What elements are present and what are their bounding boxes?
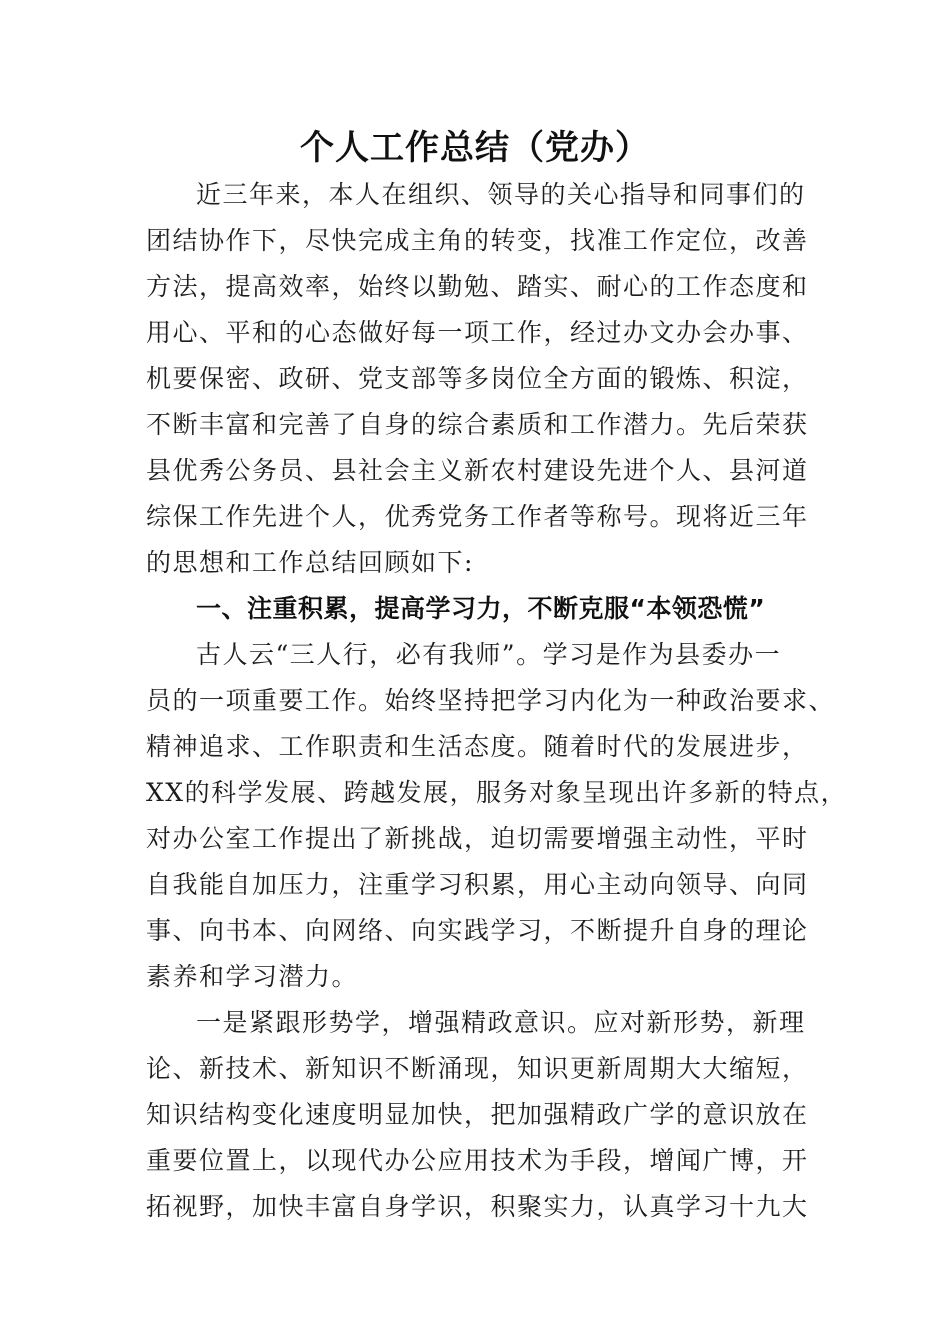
paragraph-line: 素养和学习潜力。 — [146, 962, 359, 991]
paragraph-line: 的思想和工作总结回顾如下: — [146, 548, 474, 577]
section-heading: 一、注重积累，提高学习力，不断克服“本领恐慌” — [196, 594, 766, 623]
paragraph-line: 重要位置上，以现代办公应用技术为手段，增闻广博，开 — [146, 1146, 809, 1175]
paragraph-line: 员的一项重要工作。始终坚持把学习内化为一种政治要求、 — [146, 686, 836, 715]
paragraph-line: 对办公室工作提出了新挑战，迫切需要增强主动性，平时 — [146, 824, 809, 853]
paragraph-line: 知识结构变化速度明显加快，把加强精政广学的意识放在 — [146, 1100, 809, 1129]
paragraph-line: 不断丰富和完善了自身的综合素质和工作潜力。先后荣获 — [146, 410, 809, 439]
paragraph-line: 用心、平和的心态做好每一项工作，经过办文办会办事、 — [146, 318, 809, 347]
paragraph-line: 事、向书本、向网络、向实践学习，不断提升自身的理论 — [146, 916, 809, 945]
paragraph-line: 县优秀公务员、县社会主义新农村建设先进个人、县河道 — [146, 456, 809, 485]
document-title: 个人工作总结（党办） — [300, 128, 650, 168]
paragraph-line: 拓视野，加快丰富自身学识，积聚实力，认真学习十九大 — [146, 1192, 809, 1221]
paragraph-line: 机要保密、政研、党支部等多岗位全方面的锻炼、积淀， — [146, 364, 809, 393]
paragraph-line: 综保工作先进个人，优秀党务工作者等称号。现将近三年 — [146, 502, 809, 531]
paragraph-line: XX的科学发展、跨越发展，服务对象呈现出许多新的特点， — [146, 778, 848, 807]
paragraph-line: 精神追求、工作职责和生活态度。随着时代的发展进步， — [146, 732, 809, 761]
paragraph-line: 团结协作下，尽快完成主角的转变，找准工作定位，改善 — [146, 226, 809, 255]
paragraph-line: 古人云“三人行，必有我师”。学习是作为县委办一 — [196, 640, 782, 669]
paragraph-line: 自我能自加压力，注重学习积累，用心主动向领导、向同 — [146, 870, 809, 899]
paragraph-line: 一是紧跟形势学，增强精政意识。应对新形势，新理 — [196, 1008, 806, 1037]
paragraph-line: 方法，提高效率，始终以勤勉、踏实、耐心的工作态度和 — [146, 272, 809, 301]
paragraph-line: 论、新技术、新知识不断涌现，知识更新周期大大缩短， — [146, 1054, 809, 1083]
paragraph-line: 近三年来，本人在组织、领导的关心指导和同事们的 — [196, 180, 806, 209]
